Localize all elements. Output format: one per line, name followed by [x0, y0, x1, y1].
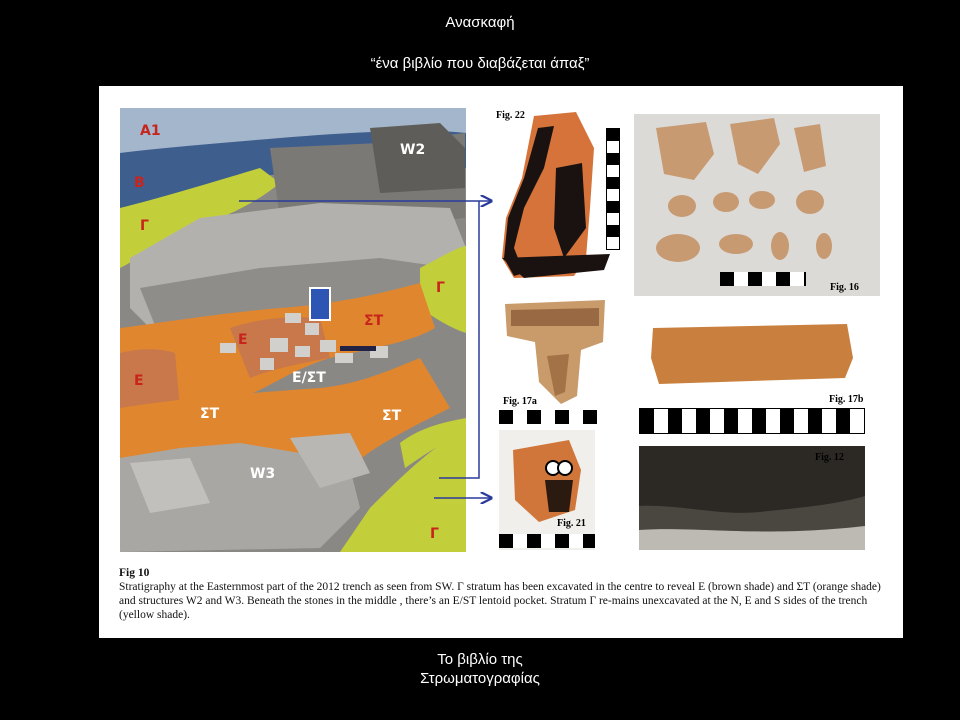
fig16-label: Fig. 16	[830, 282, 859, 293]
slide-quote: “ένα βιβλίο που διαβάζεται άπαξ”	[370, 55, 590, 72]
fig17a-label: Fig. 17a	[503, 396, 537, 407]
fig21-scale	[499, 534, 595, 548]
fig17b-photo	[639, 318, 865, 440]
fig17a-sherd	[499, 296, 611, 406]
fig17a-scale	[499, 410, 611, 424]
fig17b-label: Fig. 17b	[829, 394, 864, 405]
figure-caption	[119, 566, 889, 622]
fig22-label: Fig. 22	[496, 110, 525, 121]
label-a1: A1	[140, 123, 161, 139]
fig17a-photo	[499, 296, 611, 424]
footer-line1: Το βιβλίο της	[437, 651, 523, 668]
caption-title: Fig 10	[119, 567, 150, 579]
fig21-sherd	[499, 430, 595, 530]
footer-line2: Στρωματογραφίας	[420, 670, 540, 687]
fig22-sherd	[494, 108, 624, 288]
fig22-photo	[494, 108, 624, 288]
connector-arrows	[239, 186, 499, 516]
label-st-right: ΣΤ	[382, 408, 402, 424]
label-est: E/ΣΤ	[292, 370, 326, 386]
fig12-label: Fig. 12	[815, 452, 844, 463]
label-st-top: ΣΤ	[364, 313, 384, 329]
fig21-photo	[499, 430, 595, 550]
label-g-right: Γ	[436, 280, 445, 296]
slide-title: Ανασκαφή	[445, 14, 515, 31]
caption-text: Stratigraphy at the Easternmost part of the 2012 trench as seen from SW. Γ stratum has been excavated in the centre to reveal E (brown shade) and ΣΤ (orange shade) and structures W2 and W3. Beneath the stones in the middle , there’s an E/ST lentoid pocket. Stratum Γ re-mains unexcavated at the N, E and S sides of the trench (yellow shade).	[119, 581, 881, 621]
fig12-photo	[639, 446, 865, 550]
fig22-scale	[606, 128, 620, 250]
fig16-photo	[634, 114, 880, 296]
fig21-label: Fig. 21	[557, 518, 586, 529]
fig17b-sherd	[639, 318, 865, 398]
figure-panel	[99, 86, 903, 638]
label-g-bottom: Γ	[430, 526, 439, 542]
label-e-center: E	[238, 332, 248, 348]
label-g-left: Γ	[140, 218, 149, 234]
label-w2: W2	[400, 142, 426, 158]
slide-footer	[0, 650, 960, 688]
fig17b-scale	[639, 408, 865, 434]
label-st-left: ΣΤ	[200, 406, 220, 422]
fig16-fragments	[634, 114, 880, 296]
label-e-left: E	[134, 373, 144, 389]
label-b: B	[134, 175, 145, 191]
label-w3: W3	[250, 466, 276, 482]
fig16-scale	[720, 272, 806, 286]
